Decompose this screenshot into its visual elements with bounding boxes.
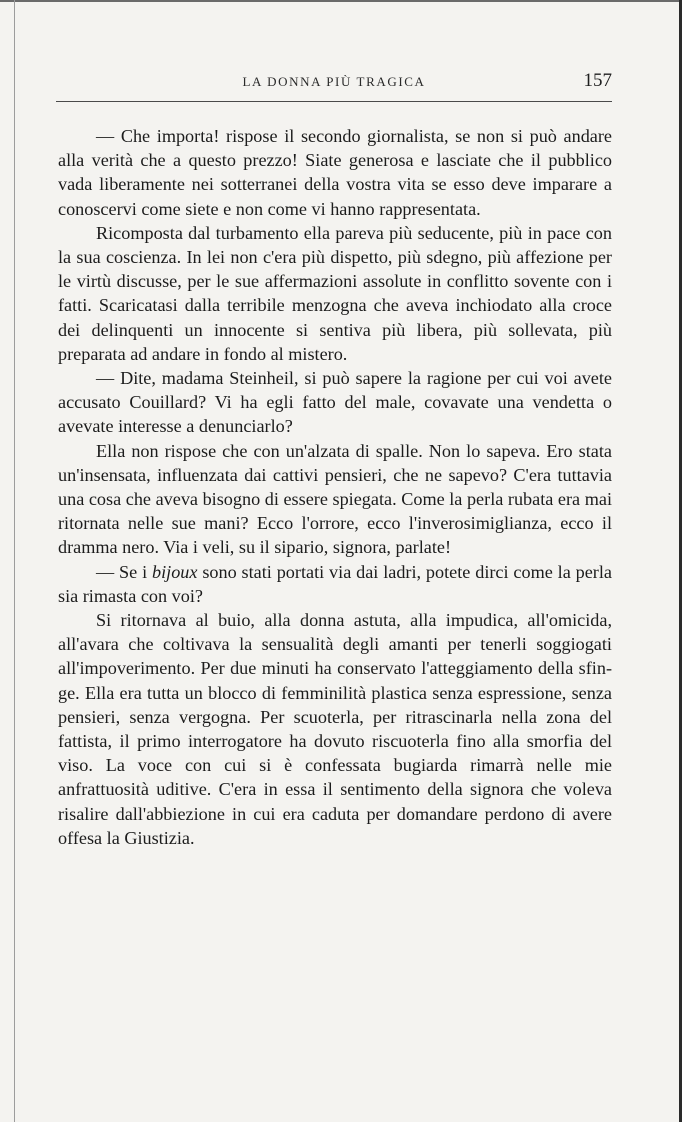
paragraph: — Che importa! rispose il secondo giornalista, se non si può andare alla verità che a questo prezzo! Siate generosa e lasciate che il pubblico vada liberamente nei sotterranei della vostra vita se esso deve imparare a conoscervi come siete e non come vi hanno rappresentata. (58, 126, 612, 219)
italic-term: bijoux (152, 561, 198, 582)
paragraph (58, 560, 612, 608)
paragraph-text-before: — Se i (96, 561, 152, 582)
paragraph: Si ritornava al buio, alla donna astuta, alla impudica, all'omicida, all'avara che coltivava la sensualità degli amanti per tenerli soggiogati all'impoverimento. Per due minuti ha conservato l'atteggiamento della sfinge. Ella era tutta un blocco di femminilità plastica senza espressione, senza pensieri, senza vergogna. Per scuoterla, per ritrascinarla nella zona del fattista, il primo interrogatore ha dovuto riscuoterla fino alla smorfia del viso. La voce con cui si è confessata bugiarda rimarrà nelle mie anfrattuosità uditive. C'era in essa il sentimento della signora che voleva risalire dall'abbiezione in cui era caduta per domandare perdono di avere offesa la Giustizia. (58, 610, 612, 848)
running-title: LA DONNA PIÙ TRAGICA (242, 74, 426, 89)
paragraph-text-after: sono stati portati via dai ladri, potete dirci come la perla sia rimasta con voi? (58, 561, 612, 606)
scan-border-top (0, 0, 682, 2)
paragraph: — Dite, madama Steinheil, si può sapere la ragione per cui voi avete accusato Couillard? Vi ha egli fatto del male, covavate una vendetta o avevate interesse a denunciarlo? (58, 368, 612, 437)
header-rule (56, 101, 612, 102)
paragraph: Ricomposta dal turbamento ella pareva più seducente, più in pace con la sua coscienza. In lei non c'era più dispetto, più sdegno, più affezione per le virtù discusse, per le sue affermazioni assolute in conflitto sovente con i fatti. Scaricatasi dalla terribile menzogna che aveva inchiodato alla croce dei delinquenti un innocente si sentiva più libera, più sollevata, più preparata ad andare in fondo al mistero. (58, 222, 612, 364)
page-number: 157 (583, 70, 612, 91)
scan-border-left (14, 0, 15, 1122)
body-text (58, 124, 612, 850)
page-header (56, 70, 612, 96)
paragraph: Ella non rispose che con un'alzata di spalle. Non lo sapeva. Ero stata un'insensata, influenzata dai cattivi pensieri, che ne sapevo? C'era tuttavia una cosa che aveva bisogno di essere spiegata. Come la perla rubata era mai ritornata nelle sue mani? Ecco l'orrore, ecco l'inverosimiglianza, ecco il dramma nero. Via i veli, su il sipario, signora, parlate! (58, 440, 612, 558)
